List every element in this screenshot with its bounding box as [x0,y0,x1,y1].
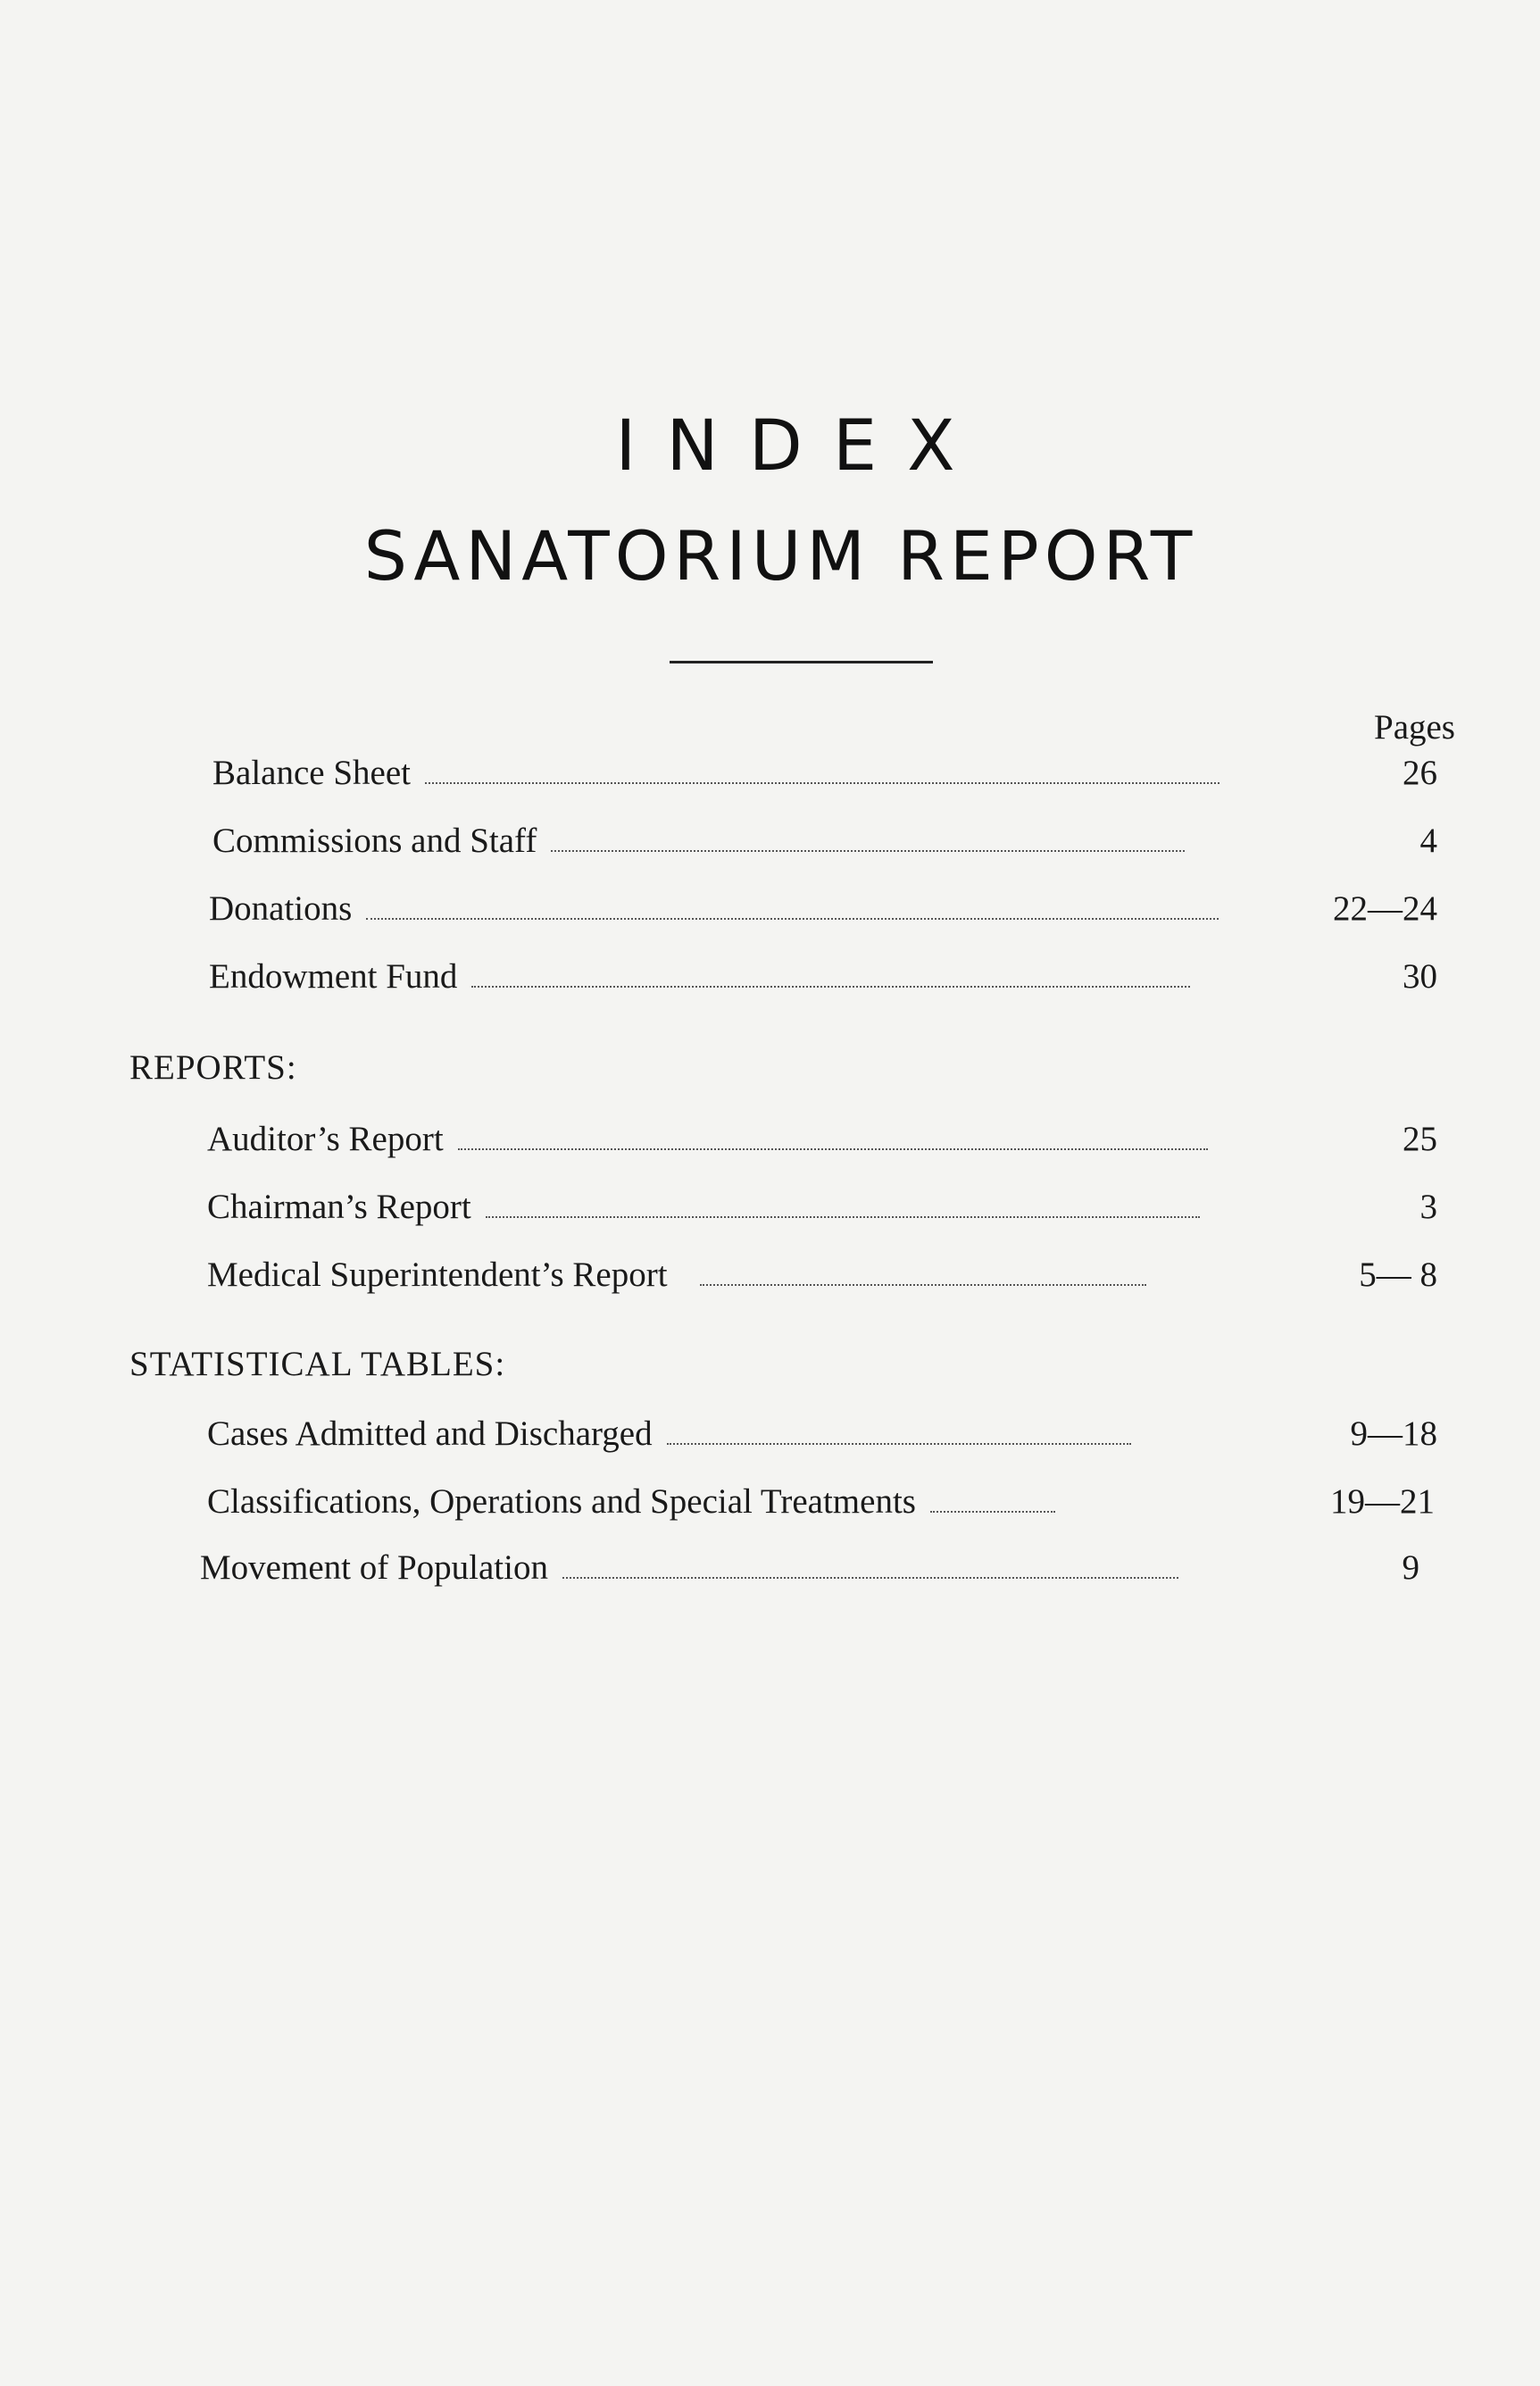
entry-label: Balance Sheet [212,754,411,792]
index-entry-commissions-staff [212,818,1437,864]
dot-leader [458,1147,1208,1150]
entry-pages: 9—18 [1350,1414,1437,1453]
entry-pages: 4 [1419,822,1437,860]
entry-pages: 26 [1403,754,1437,792]
entry-label: Auditor’s Report [207,1120,444,1158]
report-title: SANATORIUM REPORT [363,516,1198,596]
section-heading-statistical-tables: STATISTICAL TABLES: [129,1345,506,1383]
dot-leader [700,1283,1146,1286]
dot-leader [930,1510,1055,1513]
entry-label: Movement of Population [200,1548,548,1587]
index-entry-balance-sheet [212,750,1437,797]
section-heading-reports: REPORTS: [129,1048,297,1087]
dot-leader [562,1576,1178,1579]
index-entry-auditors-report [207,1116,1437,1163]
index-title: INDEX [615,406,986,487]
index-entry-medical-superintendents-report [207,1252,1437,1298]
index-entry-cases-admitted [207,1411,1437,1457]
entry-label: Chairman’s Report [207,1188,471,1226]
index-entry-movement-of-population [200,1545,1419,1591]
entry-pages: 19—21 [1330,1482,1435,1521]
dot-leader [471,985,1190,988]
pages-column-heading: Pages [1374,708,1455,747]
entry-label: Classifications, Operations and Special Treatments [207,1482,916,1521]
entry-label: Cases Admitted and Discharged [207,1414,653,1453]
entry-label: Medical Superintendent’s Report [207,1256,668,1294]
entry-pages: 22—24 [1333,889,1437,928]
entry-pages: 5— 8 [1359,1256,1437,1294]
entry-pages: 9 [1402,1548,1419,1587]
index-entry-chairmans-report [207,1184,1437,1231]
dot-leader [667,1442,1131,1445]
entry-pages: 30 [1403,957,1437,996]
entry-label: Commissions and Staff [212,822,537,860]
index-entry-donations [209,886,1437,932]
entry-pages: 25 [1403,1120,1437,1158]
entry-pages: 3 [1419,1188,1437,1226]
dot-leader [425,781,1220,784]
dot-leader [366,917,1219,920]
index-entry-endowment-fund [209,954,1437,1000]
title-divider [670,661,933,663]
dot-leader [551,849,1185,852]
entry-label: Endowment Fund [209,957,458,996]
entry-label: Donations [209,889,353,928]
dot-leader [486,1215,1200,1218]
index-entry-classifications [207,1479,1435,1525]
